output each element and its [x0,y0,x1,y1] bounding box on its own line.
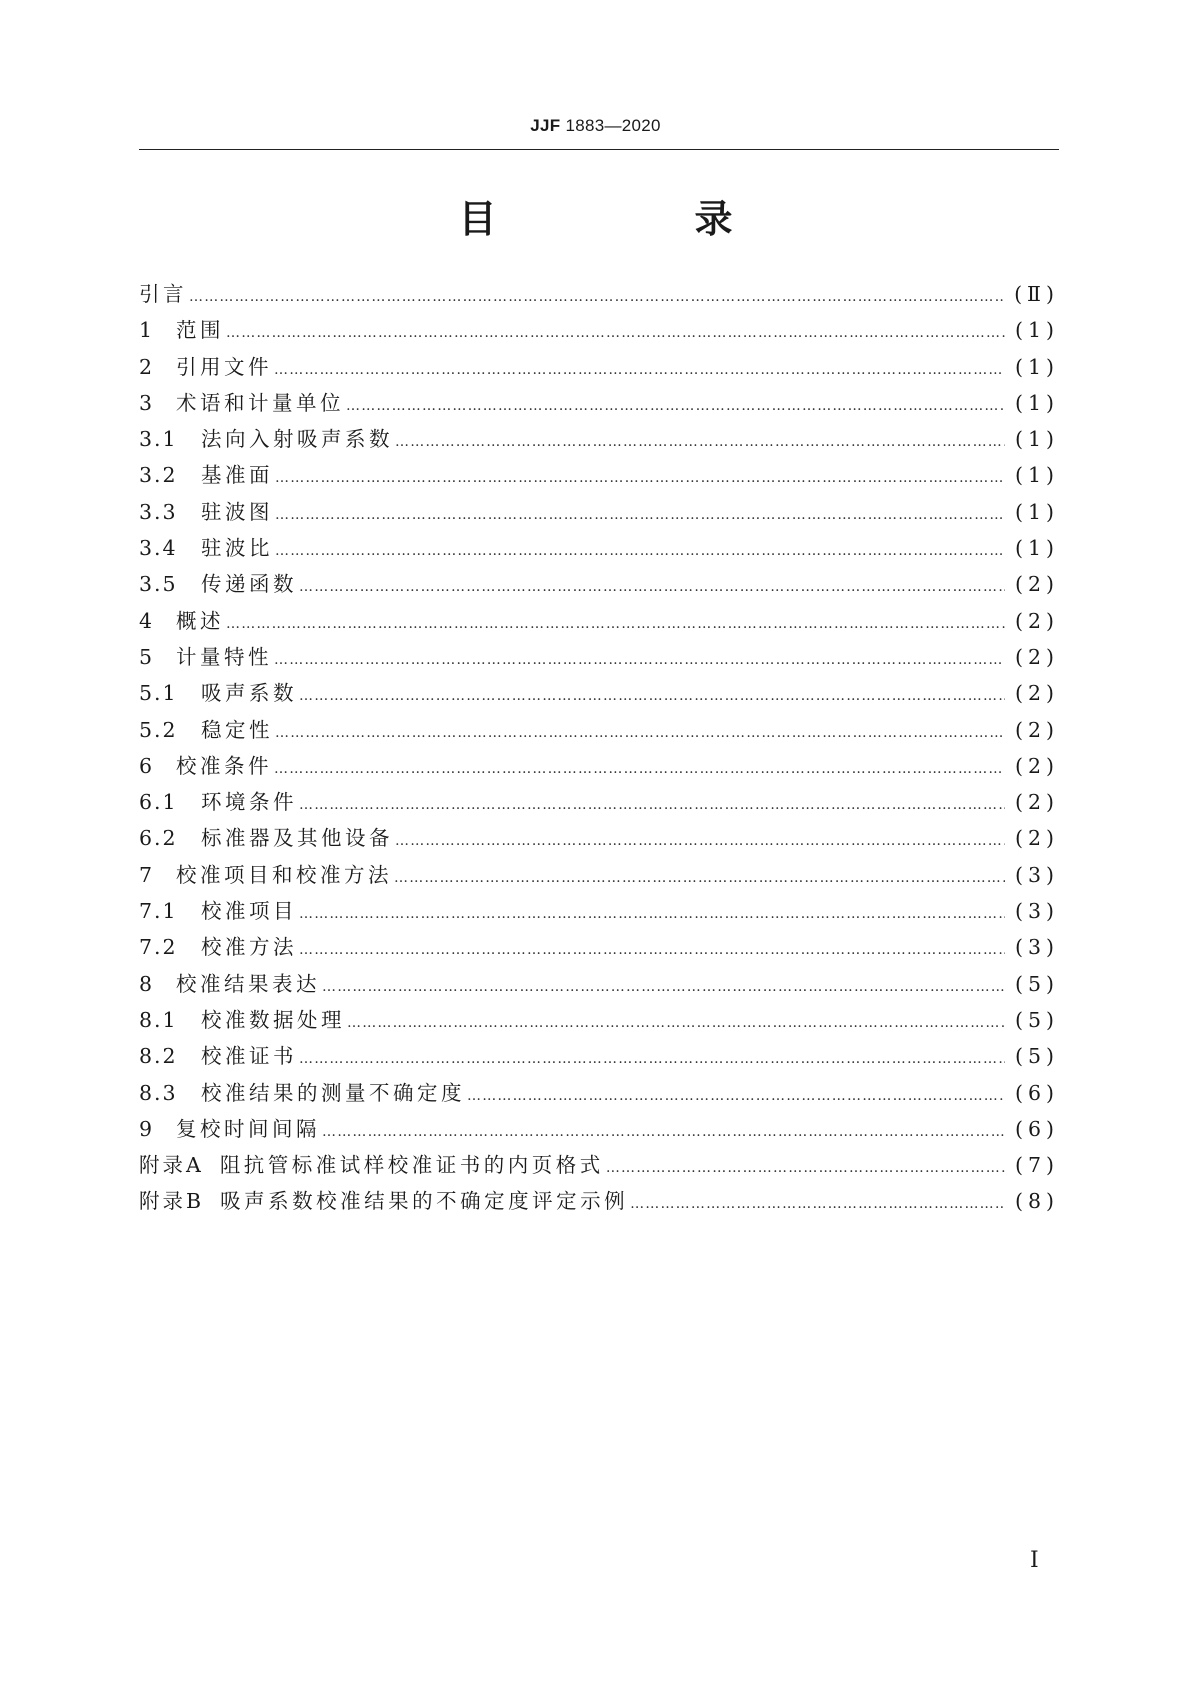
toc-entry[interactable] [139,1147,1059,1183]
toc-entry-label: 环境条件 [201,790,297,815]
page-number: I [1030,1548,1039,1573]
toc-entry-page: (2) [1014,790,1059,815]
toc-entry-label: 校准项目 [201,899,297,924]
toc-entry[interactable] [139,893,1059,929]
toc-entry[interactable] [139,421,1059,457]
toc-entry-page: (2) [1014,608,1059,633]
toc-entry-page: (8) [1014,1189,1059,1214]
toc-entry-label: 吸声系数 [201,681,297,706]
toc-entry[interactable] [139,929,1059,965]
toc-entry-page: (3) [1014,862,1059,887]
toc-entry-page: (1) [1014,390,1059,415]
toc-dot-leader [347,1005,1005,1041]
toc-entry-page: (2) [1014,753,1059,778]
toc-entry-label: 稳定性 [201,717,273,742]
toc-entry-page: (1) [1014,354,1059,379]
standard-code-prefix: JJF [530,116,561,135]
toc-entry-label: 阻抗管标准试样校准证书的内页格式 [219,1153,604,1178]
toc-entry[interactable] [139,276,1059,312]
toc-entry-number: 7.2 [139,935,178,960]
toc-entry[interactable] [139,712,1059,748]
toc-entry[interactable] [139,748,1059,784]
toc-dot-leader [395,823,1005,859]
toc-entry-label: 驻波图 [201,499,273,524]
toc-entry-label: 术语和计量单位 [176,390,344,415]
toc-entry[interactable] [139,385,1059,421]
toc-entry-number: 1 [139,318,155,343]
toc-entry-label: 校准结果的测量不确定度 [201,1080,465,1105]
toc-entry-number: 4 [139,608,155,633]
toc-entry-label: 概述 [176,608,224,633]
toc-dot-leader [299,787,1005,823]
toc-dot-leader [630,1186,1005,1222]
toc-dot-leader [274,751,1005,787]
toc-entry-number: 8 [139,971,155,996]
toc-dot-leader [322,969,1005,1005]
header-divider [139,149,1059,150]
toc-entry-page: (1) [1014,499,1059,524]
toc-entry-page: (2) [1014,717,1059,742]
toc-entry-label: 校准证书 [201,1044,297,1069]
standard-code-number: 1883—2020 [565,116,661,135]
toc-entry-label: 法向入射吸声系数 [201,427,393,452]
toc-entry-label: 范围 [176,318,224,343]
toc-entry-label: 传递函数 [201,572,297,597]
page-title: 目 录 [458,197,813,241]
toc-entry-label: 驻波比 [201,536,273,561]
toc-entry-label: 校准数据处理 [201,1007,345,1032]
toc-entry[interactable] [139,784,1059,820]
standard-code-header [0,116,1191,136]
toc-entry[interactable] [139,1111,1059,1147]
toc-entry[interactable] [139,1183,1059,1219]
toc-entry-label: 基准面 [201,463,273,488]
toc-entry-page: (2) [1014,644,1059,669]
toc-dot-leader [274,352,1005,388]
toc-entry-label: 计量特性 [176,644,272,669]
toc-entry-number: 6.1 [139,790,178,815]
toc-entry-number: 5.2 [139,717,178,742]
toc-dot-leader [394,860,1005,896]
toc-entry-page: (7) [1014,1153,1059,1178]
toc-entry-label: 吸声系数校准结果的不确定度评定示例 [220,1189,629,1214]
toc-dot-leader [299,569,1005,605]
toc-entry-number: 3.2 [139,463,178,488]
toc-entry-number: 3.4 [139,536,178,561]
toc-entry-number: 3 [139,390,155,415]
toc-entry-label: 引用文件 [176,354,272,379]
toc-entry[interactable] [139,457,1059,493]
toc-entry-number: 6.2 [139,826,178,851]
toc-entry[interactable] [139,639,1059,675]
toc-entry-label: 引言 [139,282,187,306]
toc-entry-number: 2 [139,354,155,379]
toc-entry[interactable] [139,566,1059,602]
toc-dot-leader [395,424,1005,460]
toc-dot-leader [226,606,1005,642]
toc-dot-leader [299,1041,1005,1077]
toc-dot-leader [226,315,1005,351]
toc-entry-number: 8.2 [139,1044,178,1069]
toc-dot-leader [346,388,1005,424]
toc-dot-leader [275,497,1005,533]
toc-entry-number: 6 [139,753,155,778]
toc-entry-page: (2) [1014,572,1059,597]
toc-dot-leader [299,678,1005,714]
toc-entry[interactable] [139,603,1059,639]
toc-entry-label: 校准项目和校准方法 [176,862,392,887]
toc-entry-label: 复校时间间隔 [176,1116,320,1141]
toc-entry[interactable] [139,966,1059,1002]
toc-entry-number: 5.1 [139,681,178,706]
toc-dot-leader [275,533,1005,569]
toc-dot-leader [189,279,1005,315]
toc-entry[interactable] [139,675,1059,711]
toc-entry-number: 5 [139,644,155,669]
toc-entry[interactable] [139,1075,1059,1111]
toc-entry-number: 附录A [139,1153,204,1178]
toc-entry-page: (1) [1014,318,1059,343]
toc-entry-label: 校准结果表达 [176,971,320,996]
table-of-contents [139,276,1059,1220]
toc-dot-leader [467,1078,1005,1114]
toc-entry[interactable] [139,494,1059,530]
toc-entry-page: (3) [1014,899,1059,924]
toc-entry-page: (5) [1014,1044,1059,1069]
toc-entry-number: 3.1 [139,427,178,452]
toc-entry[interactable] [139,1002,1059,1038]
toc-entry-page: (1) [1014,463,1059,488]
toc-entry[interactable] [139,820,1059,856]
toc-entry-page: (1) [1014,427,1059,452]
toc-dot-leader [299,932,1005,968]
toc-entry-page: (3) [1014,935,1059,960]
toc-entry-page: (6) [1014,1116,1059,1141]
toc-entry[interactable] [139,312,1059,348]
toc-entry-page: (1) [1014,536,1059,561]
toc-entry-page: (5) [1014,971,1059,996]
toc-entry[interactable] [139,1038,1059,1074]
toc-entry-label: 标准器及其他设备 [201,826,393,851]
toc-dot-leader [299,896,1005,932]
toc-entry-page: (6) [1014,1080,1059,1105]
toc-entry-number: 3.3 [139,499,178,524]
toc-entry[interactable] [139,857,1059,893]
toc-entry-number: 8.1 [139,1007,178,1032]
toc-entry-number: 3.5 [139,572,178,597]
toc-dot-leader [606,1150,1005,1186]
toc-entry-number: 7.1 [139,899,178,924]
toc-entry-page: (2) [1014,826,1059,851]
toc-dot-leader [322,1114,1005,1150]
toc-dot-leader [274,642,1005,678]
toc-entry-page: (2) [1014,681,1059,706]
toc-entry-page: (5) [1014,1007,1059,1032]
toc-entry-label: 校准条件 [176,753,272,778]
toc-entry-page: (Ⅱ) [1014,282,1059,306]
toc-entry-number: 9 [139,1116,155,1141]
toc-entry-number: 8.3 [139,1080,178,1105]
toc-entry[interactable] [139,530,1059,566]
toc-entry[interactable] [139,349,1059,385]
toc-entry-number: 7 [139,862,155,887]
toc-entry-number: 附录B [139,1189,205,1214]
toc-entry-label: 校准方法 [201,935,297,960]
toc-dot-leader [275,460,1005,496]
toc-dot-leader [275,715,1005,751]
